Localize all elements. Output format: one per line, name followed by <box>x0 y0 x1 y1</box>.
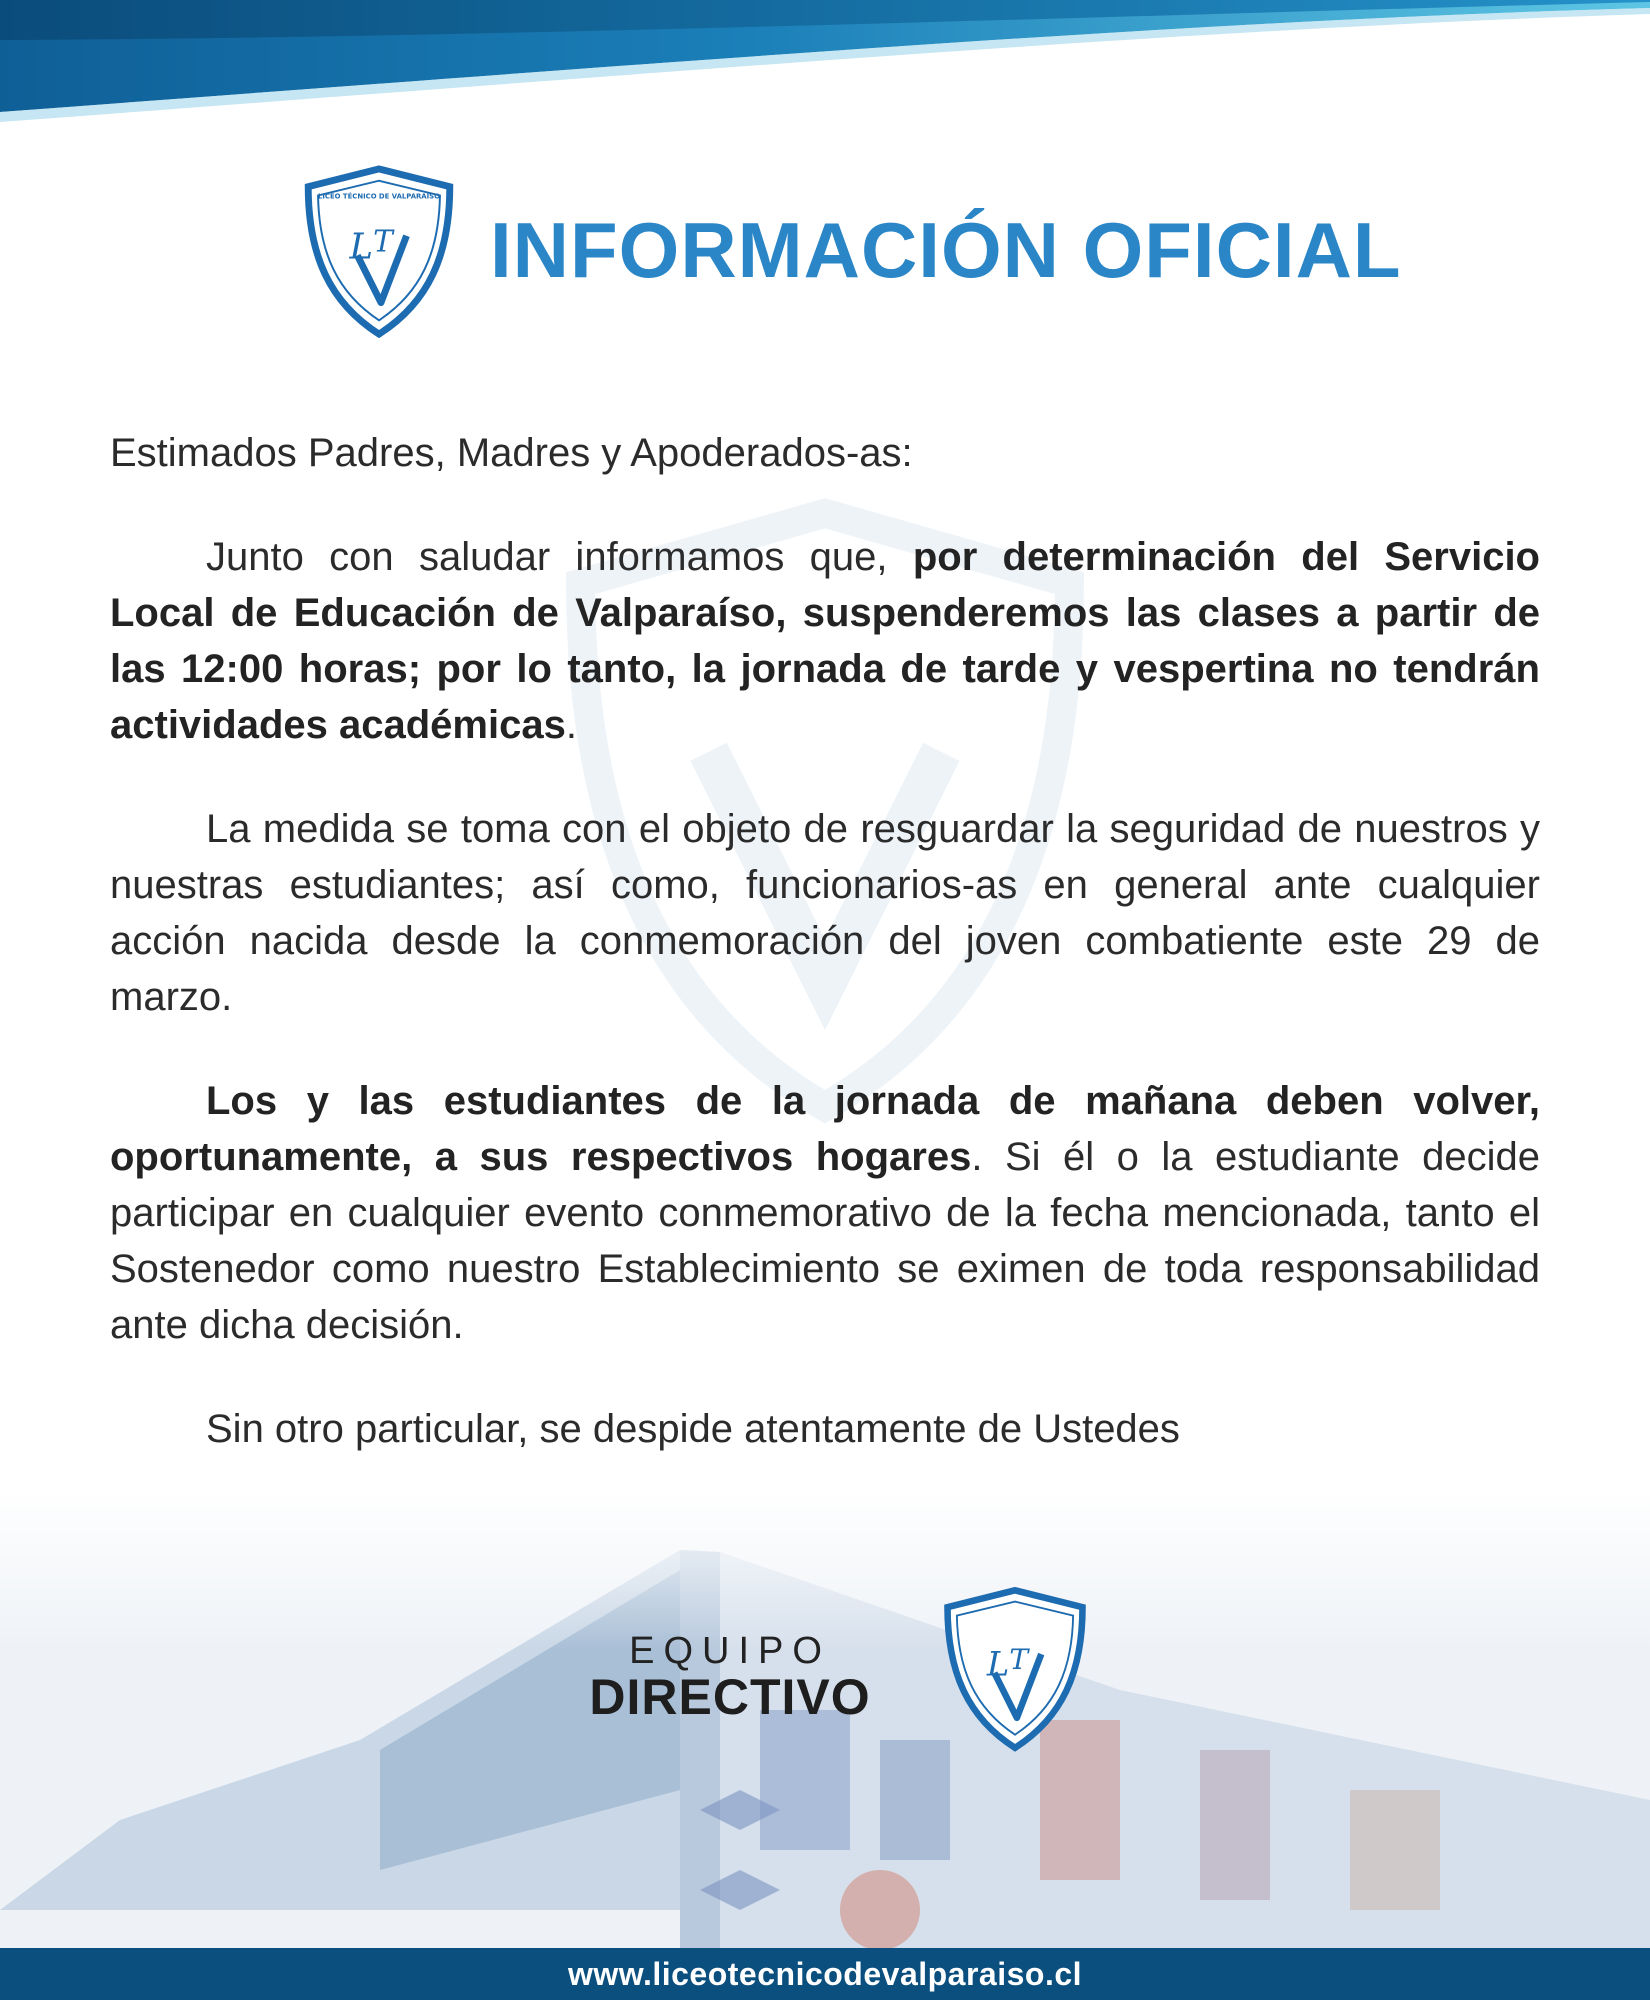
paragraph-2: La medida se toma con el objeto de resguardar la seguridad de nuestros y nuestras estudiantes; así como, funcionarios-as en general ante cualquier acción nacida desde la conmemoración del joven combatiente este 29 de marzo. <box>110 807 1540 1019</box>
footer-crest-logo <box>940 1585 1090 1755</box>
paragraph-3-rest: . Si él o la estudiante decide participar en cualquier evento conmemorativo de la fecha mencionada, tanto el Sostenedor como nuestro Establecimiento se eximen de toda responsabilidad ante dicha decisión. <box>110 1135 1540 1347</box>
greeting: Estimados Padres, Madres y Apoderados-as: <box>110 431 913 475</box>
page-title: INFORMACIÓN OFICIAL <box>490 206 1402 294</box>
paragraph-1 <box>110 529 1540 753</box>
website-link[interactable]: www.liceotecnicodevalparaiso.cl <box>567 1956 1083 1992</box>
svg-text:L: L <box>986 1644 1010 1684</box>
paragraph-1-emphasis: por determinación del Servicio Local de Educación de Valparaíso, suspenderemos las clases a partir de las 12:00 horas; por lo tanto, la jornada de tarde y vespertina no tendrán actividades académicas <box>110 535 1540 747</box>
top-wave-banner <box>0 0 1650 125</box>
footer-url-bar <box>0 1948 1650 2000</box>
svg-text:T: T <box>1009 1643 1029 1677</box>
crest-arc-text: LICEO TÉCNICO DE VALPARAÍSO <box>318 192 440 201</box>
school-crest-logo <box>300 165 458 340</box>
paragraph-1-end: . <box>565 703 577 747</box>
paragraph-1-intro: Junto con saludar informamos que, <box>206 535 913 579</box>
letter-body <box>110 425 1540 1505</box>
paragraph-3-emphasis: Los y las estudiantes de la jornada de mañana deben volver, oportunamente, a sus respectivos hogares <box>110 1079 1540 1179</box>
signature-line-1: EQUIPO <box>629 1630 831 1672</box>
paragraph-3 <box>110 1073 1540 1353</box>
closing-line: Sin otro particular, se despide atentamente de Ustedes <box>206 1407 1180 1451</box>
signature-line-2: DIRECTIVO <box>589 1669 871 1725</box>
crest-letter-t: T <box>373 224 393 259</box>
crest-letter-l: L <box>349 226 374 268</box>
